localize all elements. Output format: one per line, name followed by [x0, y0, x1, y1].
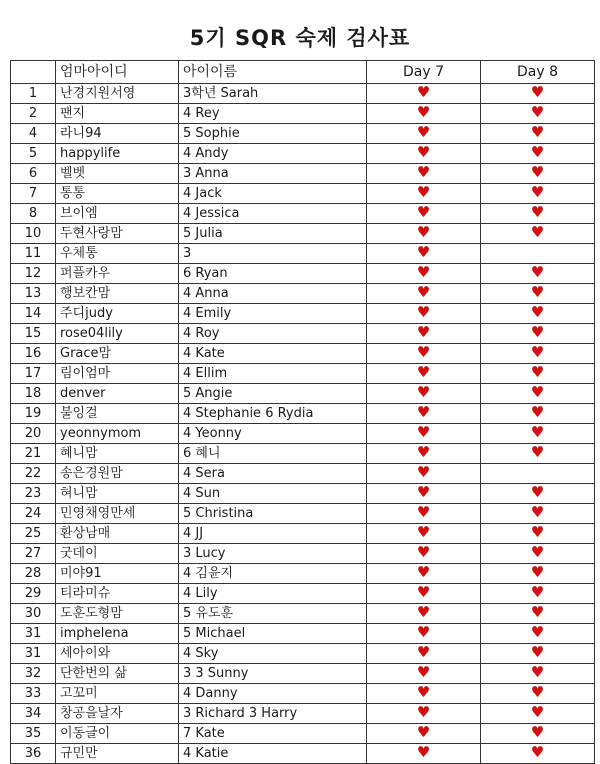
heart-icon: ♥	[530, 703, 545, 721]
day7-cell	[367, 524, 481, 544]
heart-icon: ♥	[416, 543, 431, 561]
day8-cell	[481, 464, 595, 484]
heart-icon: ♥	[416, 603, 431, 621]
day8-cell	[481, 704, 595, 724]
header-day8: Day 8	[481, 61, 595, 84]
day7-cell	[367, 444, 481, 464]
heart-icon: ♥	[530, 583, 545, 601]
mom-id-cell: 림이엄마	[56, 364, 179, 384]
day8-cell	[481, 544, 595, 564]
mom-id-cell: 행보칸맘	[56, 284, 179, 304]
table-row	[11, 524, 595, 544]
heart-icon: ♥	[416, 343, 431, 361]
child-name-cell: 3 3 Sunny	[179, 664, 367, 684]
heart-icon: ♥	[530, 363, 545, 381]
table-row	[11, 484, 595, 504]
row-number: 13	[11, 284, 56, 304]
mom-id-cell: 주디judy	[56, 304, 179, 324]
day8-cell	[481, 744, 595, 764]
day8-cell	[481, 504, 595, 524]
child-name-cell: 4 Lily	[179, 584, 367, 604]
child-name-cell: 3 Anna	[179, 164, 367, 184]
heart-icon: ♥	[416, 483, 431, 501]
mom-id-cell: 브이엠	[56, 204, 179, 224]
day8-cell	[481, 264, 595, 284]
day8-cell	[481, 184, 595, 204]
row-number: 22	[11, 464, 56, 484]
heart-icon: ♥	[530, 443, 545, 461]
day8-cell	[481, 524, 595, 544]
mom-id-cell: 통통	[56, 184, 179, 204]
child-name-cell: 5 Michael	[179, 624, 367, 644]
mom-id-cell: 우체통	[56, 244, 179, 264]
child-name-cell: 5 유도훈	[179, 604, 367, 624]
child-name-cell: 4 Jessica	[179, 204, 367, 224]
day8-cell	[481, 424, 595, 444]
day8-cell	[481, 104, 595, 124]
mom-id-cell: 민영채영만세	[56, 504, 179, 524]
heart-icon: ♥	[530, 723, 545, 741]
row-number: 1	[11, 84, 56, 104]
mom-id-cell: happylife	[56, 144, 179, 164]
day8-cell	[481, 564, 595, 584]
heart-icon: ♥	[530, 483, 545, 501]
day8-cell	[481, 284, 595, 304]
child-name-cell: 4 Emily	[179, 304, 367, 324]
child-name-cell: 7 Kate	[179, 724, 367, 744]
child-name-cell: 3 Lucy	[179, 544, 367, 564]
row-number: 25	[11, 524, 56, 544]
child-name-cell: 3 Richard 3 Harry	[179, 704, 367, 724]
header-row	[11, 61, 595, 84]
table-row	[11, 704, 595, 724]
child-name-cell: 4 Anna	[179, 284, 367, 304]
child-name-cell: 5 Sophie	[179, 124, 367, 144]
heart-icon: ♥	[530, 123, 545, 141]
day8-cell	[481, 584, 595, 604]
heart-icon: ♥	[530, 523, 545, 541]
child-name-cell: 4 Katie	[179, 744, 367, 764]
page-title: 5기 SQR 숙제 검사표	[189, 26, 411, 50]
day8-cell	[481, 324, 595, 344]
row-number: 35	[11, 724, 56, 744]
child-name-cell: 6 Ryan	[179, 264, 367, 284]
heart-icon: ♥	[530, 103, 545, 121]
child-name-cell: 4 Rey	[179, 104, 367, 124]
table-row	[11, 84, 595, 104]
row-number: 14	[11, 304, 56, 324]
row-number: 12	[11, 264, 56, 284]
row-number: 16	[11, 344, 56, 364]
table-row	[11, 344, 595, 364]
table-row	[11, 384, 595, 404]
row-number: 19	[11, 404, 56, 424]
heart-icon: ♥	[530, 143, 545, 161]
mom-id-cell: 혜니맘	[56, 444, 179, 464]
mom-id-cell: yeonnymom	[56, 424, 179, 444]
child-name-cell: 4 Danny	[179, 684, 367, 704]
day8-cell	[481, 124, 595, 144]
row-number: 15	[11, 324, 56, 344]
mom-id-cell: 불잉걸	[56, 404, 179, 424]
heart-icon: ♥	[416, 323, 431, 341]
row-number: 32	[11, 664, 56, 684]
heart-icon: ♥	[416, 203, 431, 221]
child-name-cell: 5 Angie	[179, 384, 367, 404]
table-row	[11, 124, 595, 144]
heart-icon: ♥	[530, 503, 545, 521]
heart-icon: ♥	[530, 543, 545, 561]
child-name-cell: 6 혜니	[179, 444, 367, 464]
day8-cell	[481, 344, 595, 364]
heart-icon: ♥	[416, 183, 431, 201]
child-name-cell: 4 Sky	[179, 644, 367, 664]
heart-icon: ♥	[530, 183, 545, 201]
row-number: 31	[11, 624, 56, 644]
day7-cell	[367, 504, 481, 524]
day7-cell	[367, 124, 481, 144]
day7-cell	[367, 324, 481, 344]
mom-id-cell: 혀니맘	[56, 484, 179, 504]
day8-cell	[481, 164, 595, 184]
day8-cell	[481, 304, 595, 324]
heart-icon: ♥	[530, 283, 545, 301]
table-row	[11, 684, 595, 704]
table-row	[11, 364, 595, 384]
mom-id-cell: 벨벳	[56, 164, 179, 184]
heart-icon: ♥	[416, 683, 431, 701]
table-row	[11, 204, 595, 224]
mom-id-cell: denver	[56, 384, 179, 404]
row-number: 30	[11, 604, 56, 624]
heart-icon: ♥	[530, 683, 545, 701]
child-name-cell: 4 Stephanie 6 Rydia	[179, 404, 367, 424]
heart-icon: ♥	[416, 643, 431, 661]
day7-cell	[367, 364, 481, 384]
heart-icon: ♥	[416, 663, 431, 681]
row-number: 5	[11, 144, 56, 164]
heart-icon: ♥	[530, 83, 545, 101]
heart-icon: ♥	[416, 163, 431, 181]
table-row	[11, 664, 595, 684]
heart-icon: ♥	[530, 563, 545, 581]
mom-id-cell: 고꼬미	[56, 684, 179, 704]
heart-icon: ♥	[416, 523, 431, 541]
row-number: 18	[11, 384, 56, 404]
row-number: 6	[11, 164, 56, 184]
mom-id-cell: 티라미슈	[56, 584, 179, 604]
heart-icon: ♥	[416, 83, 431, 101]
day8-cell	[481, 364, 595, 384]
table-row	[11, 284, 595, 304]
table-row	[11, 604, 595, 624]
child-name-cell: 3	[179, 244, 367, 264]
table-row	[11, 144, 595, 164]
header-num	[11, 61, 56, 84]
table-row	[11, 564, 595, 584]
day8-cell	[481, 84, 595, 104]
day7-cell	[367, 544, 481, 564]
heart-icon: ♥	[416, 403, 431, 421]
row-number: 36	[11, 744, 56, 764]
day7-cell	[367, 664, 481, 684]
table-row	[11, 184, 595, 204]
child-name-cell: 4 JJ	[179, 524, 367, 544]
heart-icon: ♥	[416, 303, 431, 321]
row-number: 33	[11, 684, 56, 704]
day7-cell	[367, 384, 481, 404]
mom-id-cell: imphelena	[56, 624, 179, 644]
heart-icon: ♥	[416, 243, 431, 261]
day7-cell	[367, 604, 481, 624]
table-row	[11, 544, 595, 564]
day7-cell	[367, 624, 481, 644]
heart-icon: ♥	[530, 223, 545, 241]
row-number: 10	[11, 224, 56, 244]
table-row	[11, 644, 595, 664]
heart-icon: ♥	[416, 123, 431, 141]
table-row	[11, 584, 595, 604]
day7-cell	[367, 744, 481, 764]
mom-id-cell: 도훈도형맘	[56, 604, 179, 624]
child-name-cell: 5 Julia	[179, 224, 367, 244]
mom-id-cell: rose04lily	[56, 324, 179, 344]
heart-icon: ♥	[416, 743, 431, 761]
heart-icon: ♥	[530, 383, 545, 401]
heart-icon: ♥	[416, 383, 431, 401]
mom-id-cell: 팬지	[56, 104, 179, 124]
table-row	[11, 264, 595, 284]
table-row	[11, 224, 595, 244]
heart-icon: ♥	[530, 343, 545, 361]
table-row	[11, 444, 595, 464]
day7-cell	[367, 564, 481, 584]
day8-cell	[481, 624, 595, 644]
day7-cell	[367, 144, 481, 164]
mom-id-cell: 송은경원맘	[56, 464, 179, 484]
day8-cell	[481, 604, 595, 624]
day8-cell	[481, 724, 595, 744]
mom-id-cell: 세아이와	[56, 644, 179, 664]
day7-cell	[367, 304, 481, 324]
mom-id-cell: 환상남매	[56, 524, 179, 544]
row-number: 20	[11, 424, 56, 444]
row-number: 31	[11, 644, 56, 664]
table-row	[11, 724, 595, 744]
day7-cell	[367, 404, 481, 424]
child-name-cell: 4 Sun	[179, 484, 367, 504]
mom-id-cell: 미야91	[56, 564, 179, 584]
day7-cell	[367, 224, 481, 244]
heart-icon: ♥	[416, 143, 431, 161]
child-name-cell: 5 Christina	[179, 504, 367, 524]
row-number: 7	[11, 184, 56, 204]
row-number: 21	[11, 444, 56, 464]
heart-icon: ♥	[530, 163, 545, 181]
day7-cell	[367, 164, 481, 184]
heart-icon: ♥	[416, 703, 431, 721]
day7-cell	[367, 724, 481, 744]
mom-id-cell: 이동글이	[56, 724, 179, 744]
day8-cell	[481, 384, 595, 404]
heart-icon: ♥	[416, 103, 431, 121]
day7-cell	[367, 484, 481, 504]
mom-id-cell: 난경지원서영	[56, 84, 179, 104]
day7-cell	[367, 344, 481, 364]
heart-icon: ♥	[530, 323, 545, 341]
heart-icon: ♥	[416, 423, 431, 441]
heart-icon: ♥	[530, 403, 545, 421]
table-row	[11, 304, 595, 324]
day8-cell	[481, 684, 595, 704]
mom-id-cell: 두현사랑맘	[56, 224, 179, 244]
day7-cell	[367, 184, 481, 204]
table-row	[11, 504, 595, 524]
heart-icon: ♥	[530, 603, 545, 621]
mom-id-cell: 규민만	[56, 744, 179, 764]
heart-icon: ♥	[530, 643, 545, 661]
mom-id-cell: 단한번의 삶	[56, 664, 179, 684]
row-number: 24	[11, 504, 56, 524]
child-name-cell: 4 Andy	[179, 144, 367, 164]
row-number: 4	[11, 124, 56, 144]
day7-cell	[367, 704, 481, 724]
row-number: 8	[11, 204, 56, 224]
day7-cell	[367, 464, 481, 484]
day7-cell	[367, 284, 481, 304]
table-row	[11, 424, 595, 444]
mom-id-cell: 퍼플카우	[56, 264, 179, 284]
heart-icon: ♥	[416, 623, 431, 641]
table-row	[11, 624, 595, 644]
day7-cell	[367, 84, 481, 104]
heart-icon: ♥	[416, 283, 431, 301]
child-name-cell: 4 Yeonny	[179, 424, 367, 444]
table-row	[11, 324, 595, 344]
header-mom-id: 엄마아이디	[56, 61, 179, 84]
heart-icon: ♥	[416, 583, 431, 601]
homework-check-table	[10, 60, 595, 764]
header-child-name: 아이이름	[179, 61, 367, 84]
row-number: 28	[11, 564, 56, 584]
day7-cell	[367, 424, 481, 444]
table-row	[11, 244, 595, 264]
heart-icon: ♥	[530, 263, 545, 281]
day8-cell	[481, 244, 595, 264]
child-name-cell: 4 Sera	[179, 464, 367, 484]
table-row	[11, 464, 595, 484]
day8-cell	[481, 444, 595, 464]
mom-id-cell: 창공을날자	[56, 704, 179, 724]
day7-cell	[367, 104, 481, 124]
heart-icon: ♥	[416, 223, 431, 241]
heart-icon: ♥	[530, 743, 545, 761]
header-day7: Day 7	[367, 61, 481, 84]
table-row	[11, 744, 595, 764]
day7-cell	[367, 264, 481, 284]
day8-cell	[481, 484, 595, 504]
day7-cell	[367, 584, 481, 604]
row-number: 34	[11, 704, 56, 724]
heart-icon: ♥	[416, 463, 431, 481]
table-row	[11, 164, 595, 184]
heart-icon: ♥	[530, 623, 545, 641]
row-number: 17	[11, 364, 56, 384]
row-number: 27	[11, 544, 56, 564]
day7-cell	[367, 204, 481, 224]
child-name-cell: 4 Jack	[179, 184, 367, 204]
row-number: 11	[11, 244, 56, 264]
child-name-cell: 4 김윤지	[179, 564, 367, 584]
day8-cell	[481, 224, 595, 244]
child-name-cell: 4 Roy	[179, 324, 367, 344]
mom-id-cell: Grace맘	[56, 344, 179, 364]
child-name-cell: 4 Ellim	[179, 364, 367, 384]
heart-icon: ♥	[416, 363, 431, 381]
day8-cell	[481, 204, 595, 224]
heart-icon: ♥	[416, 503, 431, 521]
heart-icon: ♥	[530, 423, 545, 441]
heart-icon: ♥	[416, 443, 431, 461]
row-number: 2	[11, 104, 56, 124]
table-row	[11, 404, 595, 424]
day7-cell	[367, 244, 481, 264]
heart-icon: ♥	[416, 263, 431, 281]
day7-cell	[367, 684, 481, 704]
mom-id-cell: 라니94	[56, 124, 179, 144]
heart-icon: ♥	[416, 563, 431, 581]
child-name-cell: 4 Kate	[179, 344, 367, 364]
day8-cell	[481, 644, 595, 664]
heart-icon: ♥	[530, 663, 545, 681]
heart-icon: ♥	[416, 723, 431, 741]
heart-icon: ♥	[530, 303, 545, 321]
row-number: 23	[11, 484, 56, 504]
day8-cell	[481, 664, 595, 684]
day8-cell	[481, 144, 595, 164]
heart-icon: ♥	[530, 203, 545, 221]
day8-cell	[481, 404, 595, 424]
child-name-cell: 3학년 Sarah	[179, 84, 367, 104]
table-row	[11, 104, 595, 124]
mom-id-cell: 굿데이	[56, 544, 179, 564]
day7-cell	[367, 644, 481, 664]
row-number: 29	[11, 584, 56, 604]
